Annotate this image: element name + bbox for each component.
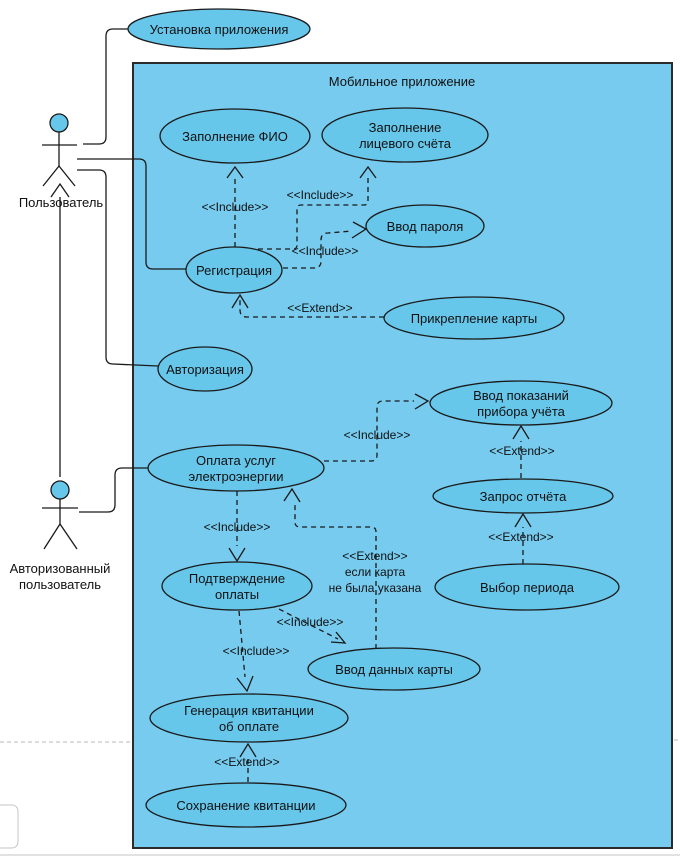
usecase-label: Оплата услуг: [195, 453, 277, 468]
usecase-label: Ввод пароля: [386, 219, 464, 234]
relation-label-include: <<Include>>: [201, 200, 269, 214]
usecase-choose-period[interactable]: [435, 564, 619, 610]
actor-legs: [44, 524, 77, 549]
usecase-label: Подтверждение: [188, 571, 286, 586]
system-boundary-title: Мобильное приложение: [328, 74, 476, 89]
actor-authorized-user[interactable]: [10, 481, 111, 592]
relation-label-include: <<Include>>: [286, 188, 354, 202]
actor-label: Авторизованный: [9, 561, 111, 576]
usecase-fill-account[interactable]: [322, 108, 488, 162]
usecase-generate-receipt[interactable]: [150, 694, 348, 742]
usecase-label: Авторизация: [166, 362, 244, 377]
usecase-label: Регистрация: [196, 263, 272, 278]
usecase-label: Прикрепление карты: [410, 311, 538, 326]
usecase-install-app[interactable]: [128, 9, 310, 49]
relation-label-include: <<Include>>: [203, 520, 271, 534]
actor-head: [50, 114, 68, 132]
usecase-registration[interactable]: [186, 247, 282, 293]
relation-label-include: <<Include>>: [222, 644, 290, 658]
actor-label: пользователь: [18, 577, 102, 592]
usecase-label: об оплате: [218, 719, 280, 734]
usecase-label: Установка приложения: [149, 22, 289, 37]
corner-panel: [0, 805, 18, 848]
relation-label-extend: <<Extend>>: [214, 755, 280, 769]
usecase-label: Сохранение квитанции: [176, 798, 316, 813]
usecase-label: Выбор периода: [479, 580, 575, 595]
usecase-fill-name[interactable]: [160, 109, 310, 163]
actor-label: Пользователь: [18, 195, 104, 210]
usecase-label: Заполнение ФИО: [182, 129, 288, 144]
usecase-label: оплаты: [214, 587, 260, 602]
usecase-attach-card[interactable]: [384, 297, 564, 339]
relation-label-extend: <<Extend>>: [488, 530, 554, 544]
association-user-install-app[interactable]: [83, 29, 128, 144]
svg-text:<<Extend>>: <<Extend>>: [342, 549, 408, 563]
relation-label-include: <<Include>>: [343, 428, 411, 442]
usecase-label: Ввод показаний: [473, 388, 569, 403]
relation-label-extend: <<Extend>>: [287, 301, 353, 315]
usecase-label: Ввод данных карты: [335, 662, 453, 677]
usecase-authorization[interactable]: [158, 347, 252, 391]
actor-legs: [43, 166, 75, 186]
relation-label-include: <<Include>>: [276, 615, 344, 629]
usecase-label: электроэнергии: [188, 469, 284, 484]
usecase-pay-services[interactable]: [148, 445, 324, 491]
usecase-label: Генерация квитанции: [184, 703, 314, 718]
actor-head: [51, 481, 69, 499]
usecase-request-report[interactable]: [433, 479, 613, 513]
svg-text:если карта: если карта: [344, 565, 406, 579]
usecase-meter-readings[interactable]: [430, 381, 612, 425]
generalization-authorized-user-to-user[interactable]: [51, 184, 69, 477]
actor-user[interactable]: [19, 114, 104, 210]
usecase-confirm-payment[interactable]: [162, 562, 312, 610]
usecase-label: Заполнение: [368, 120, 442, 135]
relation-label-extend: <<Extend>>: [489, 444, 555, 458]
usecase-label: прибора учёта: [477, 404, 565, 419]
usecase-label: Запрос отчёта: [479, 489, 567, 504]
usecase-label: лицевого счёта: [358, 136, 452, 151]
relation-label-include: <<Include>>: [291, 244, 359, 258]
usecase-enter-password[interactable]: [366, 205, 484, 247]
usecase-save-receipt[interactable]: [146, 783, 346, 827]
usecase-card-data[interactable]: [308, 648, 480, 690]
svg-text:не была указана: не была указана: [328, 581, 422, 595]
